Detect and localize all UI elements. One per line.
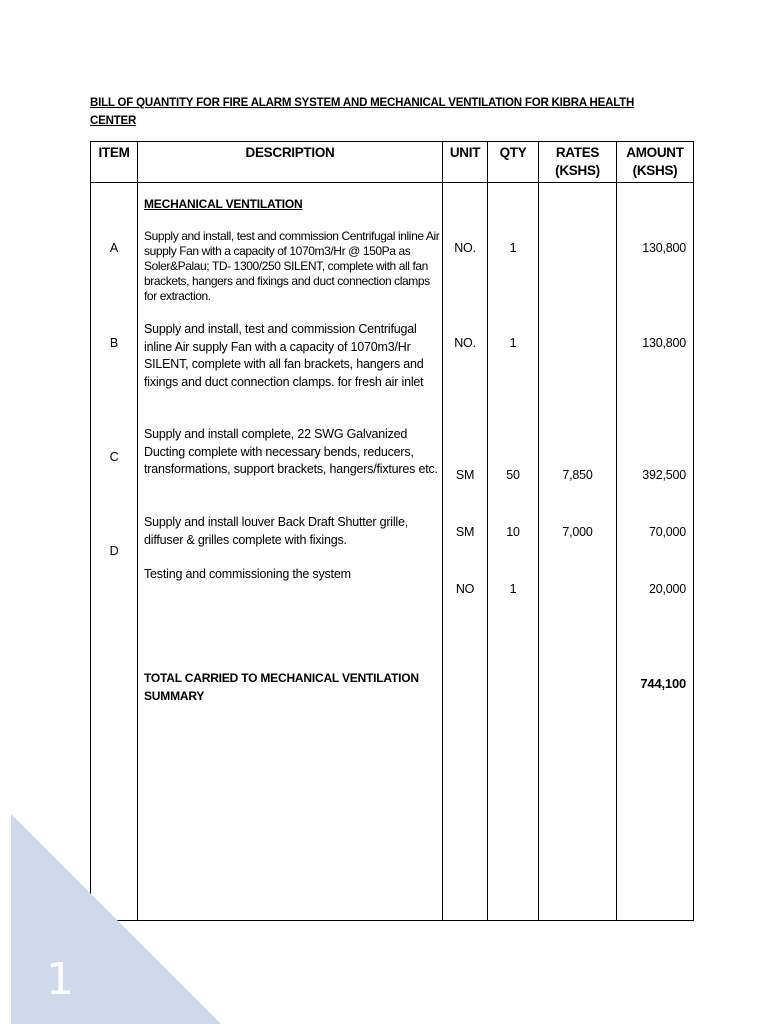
row-description: Supply and install louver Back Draft Shutter grille, diffuser & grilles complete with fixings. (144, 515, 409, 547)
table-header-row (91, 142, 694, 183)
row-description: Testing and commissioning the system (144, 567, 351, 581)
item-code: A (109, 241, 119, 255)
row-unit: SM (455, 525, 475, 539)
section-heading: MECHANICAL VENTILATION (144, 197, 303, 211)
row-qty: 10 (506, 525, 520, 539)
row-rate: 7,850 (562, 468, 593, 482)
header-qty: QTY (488, 142, 539, 183)
header-amount: AMOUNT (KSHS) (617, 142, 694, 183)
header-unit: UNIT (443, 142, 488, 183)
row-amount: 130,800 (642, 241, 686, 255)
total-label: TOTAL CARRIED TO MECHANICAL VENTILATION SUMMARY (144, 671, 419, 703)
row-qty: 1 (509, 336, 517, 350)
corner-triangle-shape (11, 814, 221, 1024)
row-amount: 70,000 (648, 525, 686, 539)
item-code: B (109, 336, 119, 350)
row-unit: NO. (454, 241, 476, 255)
row-description: Supply and install complete, 22 SWG Galvanized Ducting complete with necessary bends, reducers, transformations, support brackets, hangers/fixtures etc. (144, 427, 438, 476)
header-description: DESCRIPTION (138, 142, 443, 183)
qty-column (488, 183, 539, 921)
bill-of-quantity-table (90, 141, 694, 921)
row-qty: 50 (506, 468, 520, 482)
row-unit: NO. (454, 336, 476, 350)
page-number: 1 (46, 954, 74, 1005)
amount-column (617, 183, 694, 921)
document-title: BILL OF QUANTITY FOR FIRE ALARM SYSTEM AND MECHANICAL VENTILATION FOR KIBRA HEALTH CENTER (90, 97, 635, 127)
row-unit: NO (455, 582, 475, 596)
header-rates: RATES (KSHS) (539, 142, 617, 183)
row-rate: 7,000 (562, 525, 593, 539)
corner-triangle-decoration (11, 814, 221, 1024)
row-amount: 130,800 (642, 336, 686, 350)
row-unit: SM (455, 468, 475, 482)
table-body-row (91, 183, 694, 921)
item-code: D (109, 544, 119, 558)
rates-column (539, 183, 617, 921)
row-description: Supply and install, test and commission Centrifugal inline Air supply Fan with a capacity of 1070m3/Hr @ 150Pa as Soler&Palau; TD- 1300/250 SILENT, complete with all fan brackets, hangers and fixings and duct connection clamps for extraction. (144, 229, 440, 303)
row-amount: 392,500 (642, 468, 686, 482)
row-description: Supply and install, test and commission Centrifugal inline Air supply Fan with a capacity of 1070m3/Hr SILENT, complete with all fan brackets, hangers and fixings and duct connection clamps. for fresh air inlet (144, 322, 424, 389)
item-code: C (109, 450, 119, 464)
header-item: ITEM (91, 142, 138, 183)
description-column (138, 183, 443, 921)
unit-column (443, 183, 488, 921)
total-amount: 744,100 (640, 676, 686, 691)
row-amount: 20,000 (648, 582, 686, 596)
item-column (91, 183, 138, 921)
row-qty: 1 (509, 241, 517, 255)
row-qty: 1 (509, 582, 517, 596)
